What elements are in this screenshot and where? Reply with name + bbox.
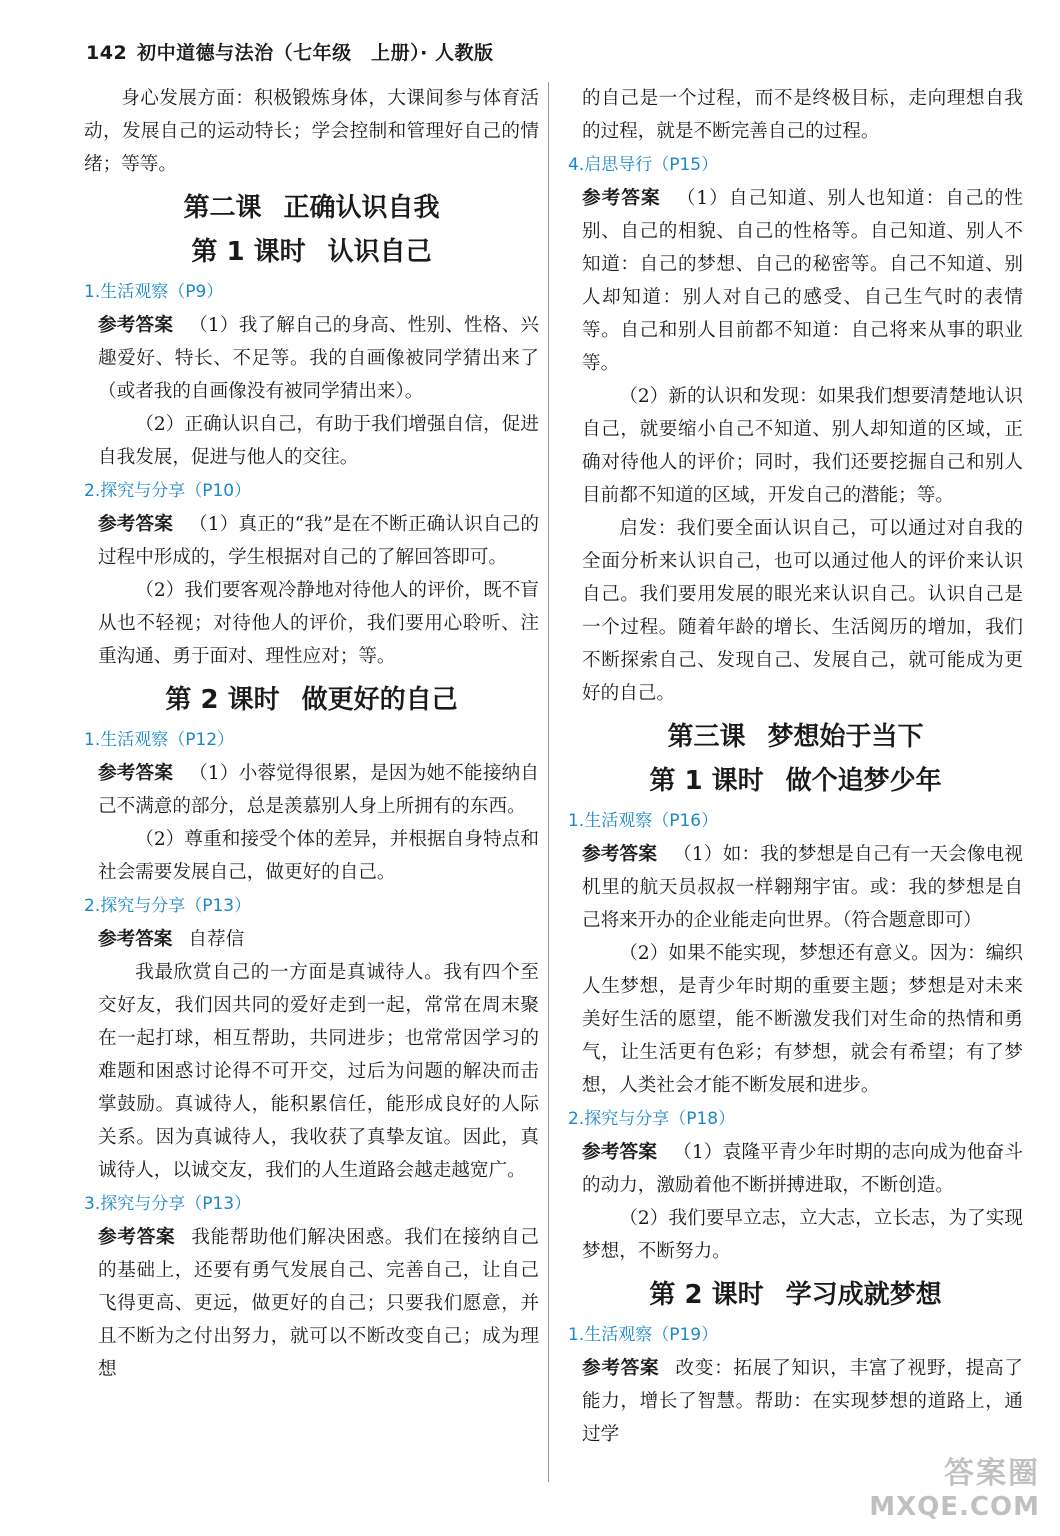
period-heading: 第 2 课时 做更好的自己: [165, 685, 458, 715]
section-title: 1.生活观察（P19）: [568, 1325, 719, 1345]
section-title: 3.探究与分享（P13）: [84, 1194, 252, 1214]
answer-paragraph: 参考答案 （1）如：我的梦想是自己有一天会像电视机里的航天员叔叔一样翱翔宇宙。或：我的梦想是自己将来开办的企业能走向世界。（符合题意即可）: [582, 844, 1023, 931]
answer-paragraph: 参考答案 （1）真正的“我”是在不断正确认识自己的过程中形成的，学生根据对自己的了解回答即可。: [98, 514, 539, 568]
answer-paragraph: （2）正确认识自己，有助于我们增强自信，促进自我发展，促进与他人的交往。: [98, 414, 539, 468]
answer-paragraph: （2）尊重和接受个体的差异，并根据自身特点和社会需要发展自己，做更好的自己。: [98, 829, 539, 883]
section-title: 1.生活观察（P9）: [84, 282, 224, 302]
answer-paragraph: （2）我们要早立志，立大志，立长志，为了实现梦想，不断努力。: [582, 1208, 1023, 1262]
right-column: [568, 82, 1023, 1451]
answer-paragraph: 参考答案 （1）袁隆平青少年时期的志向成为他奋斗的动力，激励着他不断拼搏进取，不断创造。: [582, 1142, 1023, 1196]
section-title: 2.探究与分享（P18）: [568, 1109, 736, 1129]
answer-paragraph: （2）我们要客观冷静地对待他人的评价，既不盲从也不轻视；对待他人的评价，我们要用心聆听、注重沟通、勇于面对、理性应对；等。: [98, 580, 539, 667]
period-heading: 第 1 课时 认识自己: [191, 237, 432, 267]
lesson-heading: 第二课 正确认识自我: [183, 193, 440, 223]
period-heading: 第 1 课时 做个追梦少年: [649, 766, 942, 796]
answer-paragraph: 参考答案 （1）自己知道、别人也知道：自己的性别、自己的相貌、自己的性格等。自己知道、别人不知道：自己的梦想、自己的秘密等。自己不知道、别人却知道：别人对自己的感受、自己生气时的表情等。自己和别人目前都不知道：自己将来从事的职业等。: [582, 188, 1023, 374]
answer-label: 参考答案: [98, 315, 174, 336]
section-title: 2.探究与分享（P13）: [84, 896, 252, 916]
answer-paragraph: 的自己是一个过程，而不是终极目标，走向理想自我的过程，就是不断完善自己的过程。: [582, 88, 1023, 142]
answer-paragraph: 启发：我们要全面认识自己，可以通过对自我的全面分析来认识自己，也可以通过他人的评价来认识自己。我们要用发展的眼光来认识自己。认识自己是一个过程。随着年龄的增长、生活阅历的增加，我们不断探索自己、发现自己、发展自己，就可能成为更好的自己。: [582, 518, 1023, 704]
book-title: 初中道德与法治（七年级 上册）· 人教版: [137, 42, 494, 64]
section-title: 4.启思导行（P15）: [568, 155, 719, 175]
page-header: [86, 38, 494, 65]
answer-label: 参考答案: [582, 844, 658, 865]
answer-paragraph: 参考答案 改变：拓展了知识，丰富了视野，提高了能力，增长了智慧。帮助：在实现梦想的道路上，通过学: [582, 1358, 1023, 1445]
page-number: 142: [86, 42, 128, 64]
answer-paragraph: （2）新的认识和发现：如果我们想要清楚地认识自己，就要缩小自己不知道、别人却知道的区域，正确对待他人的评价；同时，我们还要挖掘自己和别人目前都不知道的区域，开发自己的潜能；等。: [582, 386, 1023, 506]
section-title: 2.探究与分享（P10）: [84, 481, 252, 501]
answer-paragraph: 参考答案 （1）小蓉觉得很累，是因为她不能接纳自己不满意的部分，总是羡慕别人身上所拥有的东西。: [98, 763, 539, 817]
answer-paragraph: 我最欣赏自己的一方面是真诚待人。我有四个至交好友，我们因共同的爱好走到一起，常常在周末聚在一起打球，相互帮助，共同进步；也常常因学习的难题和困惑讨论得不可开交，过后为问题的解决而击掌鼓励。真诚待人，能积累信任，能形成良好的人际关系。因为真诚待人，我收获了真挚友谊。因此，真诚待人，以诚交友，我们的人生道路会越走越宽广。: [98, 962, 539, 1181]
answer-label: 参考答案: [98, 514, 174, 535]
left-column: [84, 82, 539, 1386]
answer-label: 参考答案: [98, 1227, 176, 1248]
answer-label: 参考答案: [582, 188, 661, 209]
answer-paragraph: 参考答案 （1）我了解自己的身高、性别、性格、兴趣爱好、特长、不足等。我的自画像被同学猜出来了（或者我的自画像没有被同学猜出来）。: [98, 315, 539, 402]
watermark-domain: MXQE.COM: [869, 1492, 1040, 1522]
answer-label: 参考答案: [98, 929, 173, 950]
answer-paragraph: 参考答案 自荐信: [98, 929, 245, 950]
lesson-heading: 第三课 梦想始于当下: [667, 722, 924, 752]
paragraph: 身心发展方面：积极锻炼身体，大课间参与体育活动，发展自己的运动特长；学会控制和管理好自己的情绪；等等。: [84, 88, 539, 175]
watermark-logo: [869, 1448, 1040, 1522]
period-heading: 第 2 课时 学习成就梦想: [649, 1280, 942, 1310]
section-title: 1.生活观察（P16）: [568, 811, 719, 831]
answer-label: 参考答案: [582, 1142, 658, 1163]
answer-paragraph: （2）如果不能实现，梦想还有意义。因为：编织人生梦想，是青少年时期的重要主题；梦想是对未来美好生活的愿望，能不断激发我们对生命的热情和勇气，让生活更有色彩；有梦想，就会有希望；有了梦想，人类社会才能不断发展和进步。: [582, 943, 1023, 1096]
answer-label: 参考答案: [98, 763, 174, 784]
column-divider: [548, 82, 549, 1482]
answer-paragraph: 参考答案 我能帮助他们解决困惑。我们在接纳自己的基础上，还要有勇气发展自己、完善自己，让自己飞得更高、更远，做更好的自己；只要我们愿意，并且不断为之付出努力，就可以不断改变自己；成为理想: [98, 1227, 539, 1380]
answer-label: 参考答案: [582, 1358, 660, 1379]
section-title: 1.生活观察（P12）: [84, 730, 235, 750]
watermark-text: 答案圈: [944, 1456, 1040, 1491]
